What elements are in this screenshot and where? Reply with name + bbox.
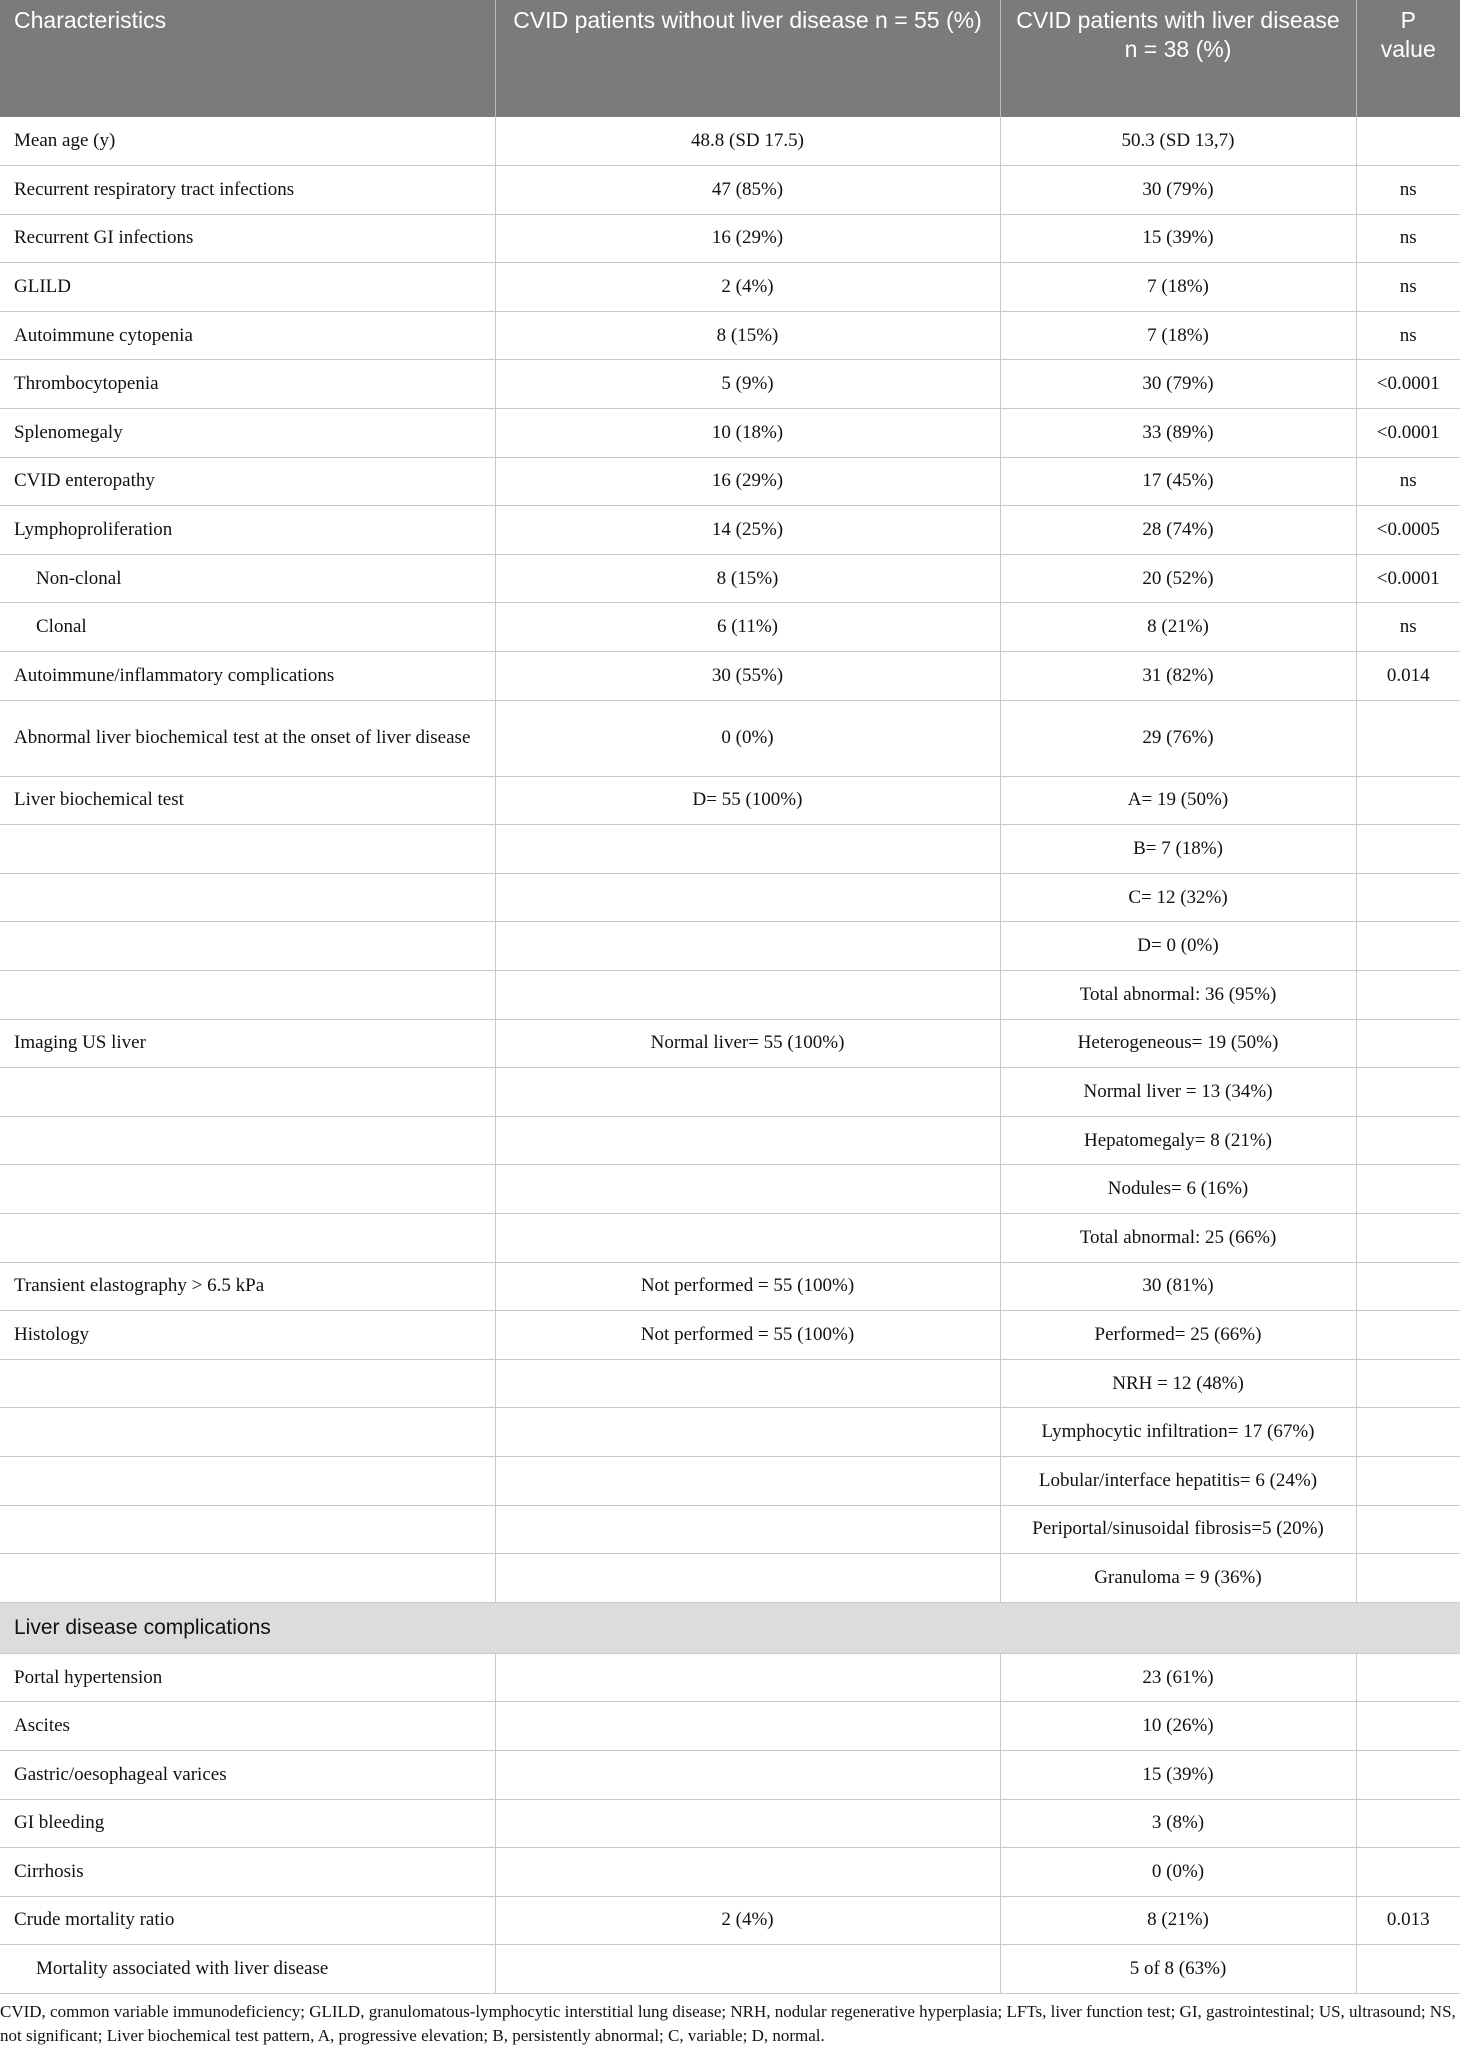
without-liver-disease-cell: 5 (9%) (495, 360, 1000, 409)
p-value-cell (1356, 1456, 1460, 1505)
table-row (0, 1068, 1460, 1117)
table-row (0, 1750, 1460, 1799)
characteristic-cell: Mortality associated with liver disease (0, 1945, 495, 1994)
table-row (0, 1702, 1460, 1751)
header-characteristics: Characteristics (0, 0, 495, 117)
without-liver-disease-cell (495, 971, 1000, 1020)
table-row (0, 1311, 1460, 1360)
characteristic-cell: Crude mortality ratio (0, 1896, 495, 1945)
characteristic-cell: Thrombocytopenia (0, 360, 495, 409)
without-liver-disease-cell (495, 1702, 1000, 1751)
with-liver-disease-cell: 17 (45%) (1000, 457, 1356, 506)
table-row (0, 506, 1460, 555)
table-row (0, 311, 1460, 360)
with-liver-disease-cell: Periportal/sinusoidal fibrosis=5 (20%) (1000, 1505, 1356, 1554)
without-liver-disease-cell (495, 1799, 1000, 1848)
p-value-cell (1356, 117, 1460, 166)
p-value-cell (1356, 873, 1460, 922)
without-liver-disease-cell: 16 (29%) (495, 214, 1000, 263)
without-liver-disease-cell: 0 (0%) (495, 700, 1000, 776)
table-row (0, 873, 1460, 922)
p-value-cell (1356, 1165, 1460, 1214)
characteristic-cell: Imaging US liver (0, 1019, 495, 1068)
without-liver-disease-cell: 47 (85%) (495, 166, 1000, 215)
characteristic-cell: Splenomegaly (0, 409, 495, 458)
characteristic-cell: Gastric/oesophageal varices (0, 1750, 495, 1799)
without-liver-disease-cell (495, 1213, 1000, 1262)
without-liver-disease-cell (495, 1165, 1000, 1214)
table-row (0, 1165, 1460, 1214)
header-without-liver-disease: CVID patients without liver disease n = 55 (%) (495, 0, 1000, 117)
table-row (0, 1505, 1460, 1554)
with-liver-disease-cell: 29 (76%) (1000, 700, 1356, 776)
table-row (0, 1359, 1460, 1408)
p-value-cell (1356, 1653, 1460, 1702)
with-liver-disease-cell: 33 (89%) (1000, 409, 1356, 458)
without-liver-disease-cell: 6 (11%) (495, 603, 1000, 652)
without-liver-disease-cell (495, 1359, 1000, 1408)
characteristic-cell (0, 1554, 495, 1603)
with-liver-disease-cell: 30 (81%) (1000, 1262, 1356, 1311)
characteristic-cell: Mean age (y) (0, 117, 495, 166)
without-liver-disease-cell (495, 1653, 1000, 1702)
without-liver-disease-cell: 8 (15%) (495, 311, 1000, 360)
p-value-cell: <0.0005 (1356, 506, 1460, 555)
p-value-cell (1356, 1945, 1460, 1994)
characteristic-cell: Recurrent respiratory tract infections (0, 166, 495, 215)
characteristic-cell (0, 1116, 495, 1165)
table-row (0, 652, 1460, 701)
characteristic-cell (0, 825, 495, 874)
table-row (0, 117, 1460, 166)
header-with-liver-disease-text: CVID patients with liver disease n = 38 (%) (1016, 7, 1340, 62)
characteristic-cell: Transient elastography > 6.5 kPa (0, 1262, 495, 1311)
with-liver-disease-cell: 7 (18%) (1000, 311, 1356, 360)
with-liver-disease-cell: A= 19 (50%) (1000, 776, 1356, 825)
table-header (0, 0, 1460, 117)
without-liver-disease-cell (495, 1848, 1000, 1897)
characteristic-cell: Lymphoproliferation (0, 506, 495, 555)
with-liver-disease-cell: Performed= 25 (66%) (1000, 1311, 1356, 1360)
p-value-cell (1356, 1116, 1460, 1165)
with-liver-disease-cell: Lymphocytic infiltration= 17 (67%) (1000, 1408, 1356, 1457)
characteristic-cell: Cirrhosis (0, 1848, 495, 1897)
without-liver-disease-cell (495, 1408, 1000, 1457)
with-liver-disease-cell: 3 (8%) (1000, 1799, 1356, 1848)
p-value-cell: 0.014 (1356, 652, 1460, 701)
p-value-cell: ns (1356, 603, 1460, 652)
table-row (0, 603, 1460, 652)
p-value-cell (1356, 922, 1460, 971)
p-value-cell (1356, 1262, 1460, 1311)
characteristic-cell (0, 1408, 495, 1457)
p-value-cell (1356, 1068, 1460, 1117)
table-row (0, 1653, 1460, 1702)
with-liver-disease-cell: C= 12 (32%) (1000, 873, 1356, 922)
header-row (0, 0, 1460, 117)
without-liver-disease-cell: Not performed = 55 (100%) (495, 1262, 1000, 1311)
table-row (0, 360, 1460, 409)
p-value-cell: 0.013 (1356, 1896, 1460, 1945)
without-liver-disease-cell (495, 1750, 1000, 1799)
table-body (0, 117, 1460, 1993)
characteristic-cell: Ascites (0, 1702, 495, 1751)
p-value-cell (1356, 1702, 1460, 1751)
table-row (0, 457, 1460, 506)
p-value-cell (1356, 1019, 1460, 1068)
p-value-cell (1356, 1750, 1460, 1799)
without-liver-disease-cell (495, 1116, 1000, 1165)
with-liver-disease-cell: 8 (21%) (1000, 603, 1356, 652)
table-row (0, 922, 1460, 971)
table-row (0, 1019, 1460, 1068)
table-row (0, 971, 1460, 1020)
without-liver-disease-cell (495, 1554, 1000, 1603)
with-liver-disease-cell: 31 (82%) (1000, 652, 1356, 701)
with-liver-disease-cell: Hepatomegaly= 8 (21%) (1000, 1116, 1356, 1165)
table-row (0, 1945, 1460, 1994)
table-row (0, 554, 1460, 603)
p-value-cell: <0.0001 (1356, 554, 1460, 603)
with-liver-disease-cell: Heterogeneous= 19 (50%) (1000, 1019, 1356, 1068)
p-value-cell: ns (1356, 457, 1460, 506)
characteristic-cell: Abnormal liver biochemical test at the onset of liver disease (0, 700, 495, 776)
characteristic-cell: CVID enteropathy (0, 457, 495, 506)
p-value-cell (1356, 1848, 1460, 1897)
with-liver-disease-cell: Granuloma = 9 (36%) (1000, 1554, 1356, 1603)
p-value-cell (1356, 825, 1460, 874)
with-liver-disease-cell: D= 0 (0%) (1000, 922, 1356, 971)
without-liver-disease-cell (495, 1945, 1000, 1994)
without-liver-disease-cell (495, 873, 1000, 922)
characteristic-cell (0, 1456, 495, 1505)
p-value-cell: ns (1356, 311, 1460, 360)
table-row (0, 1262, 1460, 1311)
characteristic-cell (0, 1505, 495, 1554)
table-footnote: CVID, common variable immunodeficiency; GLILD, granulomatous-lymphocytic interstitial lung disease; NRH, nodular regenerative hyperplasia; LFTs, liver function test; GI, gastrointestinal; US, ultrasound; NS, not significant; Liver biochemical test pattern, A, progressive elevation; B, persistently abnormal; C, variable; D, normal. (0, 2001, 1456, 2045)
table-row (0, 263, 1460, 312)
characteristic-cell (0, 1068, 495, 1117)
characteristic-cell (0, 1213, 495, 1262)
with-liver-disease-cell: 30 (79%) (1000, 166, 1356, 215)
with-liver-disease-cell: Total abnormal: 25 (66%) (1000, 1213, 1356, 1262)
without-liver-disease-cell: 14 (25%) (495, 506, 1000, 555)
with-liver-disease-cell: 15 (39%) (1000, 1750, 1356, 1799)
with-liver-disease-cell: Normal liver = 13 (34%) (1000, 1068, 1356, 1117)
table-row (0, 825, 1460, 874)
p-value-cell (1356, 1213, 1460, 1262)
characteristic-cell: GI bleeding (0, 1799, 495, 1848)
with-liver-disease-cell: Nodules= 6 (16%) (1000, 1165, 1356, 1214)
with-liver-disease-cell: Total abnormal: 36 (95%) (1000, 971, 1356, 1020)
with-liver-disease-cell: 8 (21%) (1000, 1896, 1356, 1945)
table-row (0, 1896, 1460, 1945)
table-row (0, 1116, 1460, 1165)
without-liver-disease-cell: 48.8 (SD 17.5) (495, 117, 1000, 166)
table-row (0, 1456, 1460, 1505)
without-liver-disease-cell: 2 (4%) (495, 1896, 1000, 1945)
characteristic-cell: Histology (0, 1311, 495, 1360)
characteristic-cell (0, 922, 495, 971)
p-value-cell (1356, 1505, 1460, 1554)
table-row (0, 776, 1460, 825)
with-liver-disease-cell: Lobular/interface hepatitis= 6 (24%) (1000, 1456, 1356, 1505)
p-value-cell (1356, 1408, 1460, 1457)
without-liver-disease-cell: D= 55 (100%) (495, 776, 1000, 825)
with-liver-disease-cell: 50.3 (SD 13,7) (1000, 117, 1356, 166)
p-value-cell (1356, 971, 1460, 1020)
with-liver-disease-cell: 7 (18%) (1000, 263, 1356, 312)
p-value-cell: <0.0001 (1356, 409, 1460, 458)
with-liver-disease-cell: B= 7 (18%) (1000, 825, 1356, 874)
without-liver-disease-cell: 2 (4%) (495, 263, 1000, 312)
table-row (0, 214, 1460, 263)
p-value-cell (1356, 700, 1460, 776)
p-value-cell: ns (1356, 263, 1460, 312)
characteristic-cell (0, 1165, 495, 1214)
without-liver-disease-cell: 30 (55%) (495, 652, 1000, 701)
with-liver-disease-cell: NRH = 12 (48%) (1000, 1359, 1356, 1408)
without-liver-disease-cell (495, 1068, 1000, 1117)
with-liver-disease-cell: 20 (52%) (1000, 554, 1356, 603)
without-liver-disease-cell (495, 825, 1000, 874)
without-liver-disease-cell: 16 (29%) (495, 457, 1000, 506)
table-row (0, 409, 1460, 458)
characteristic-cell: Autoimmune/inflammatory complications (0, 652, 495, 701)
without-liver-disease-cell (495, 1505, 1000, 1554)
characteristic-cell (0, 971, 495, 1020)
p-value-cell: <0.0001 (1356, 360, 1460, 409)
characteristic-cell: Recurrent GI infections (0, 214, 495, 263)
p-value-cell (1356, 776, 1460, 825)
p-value-cell (1356, 1799, 1460, 1848)
characteristic-cell: Non-clonal (0, 554, 495, 603)
header-with-liver-disease (1000, 0, 1356, 117)
without-liver-disease-cell: Normal liver= 55 (100%) (495, 1019, 1000, 1068)
p-value-cell: ns (1356, 214, 1460, 263)
section-title: Liver disease complications (0, 1602, 1460, 1653)
with-liver-disease-cell: 0 (0%) (1000, 1848, 1356, 1897)
without-liver-disease-cell (495, 1456, 1000, 1505)
without-liver-disease-cell (495, 922, 1000, 971)
p-value-cell (1356, 1359, 1460, 1408)
characteristic-cell: Autoimmune cytopenia (0, 311, 495, 360)
with-liver-disease-cell: 5 of 8 (63%) (1000, 1945, 1356, 1994)
with-liver-disease-cell: 10 (26%) (1000, 1702, 1356, 1751)
without-liver-disease-cell: 8 (15%) (495, 554, 1000, 603)
characteristic-cell: Clonal (0, 603, 495, 652)
p-value-cell (1356, 1311, 1460, 1360)
with-liver-disease-cell: 15 (39%) (1000, 214, 1356, 263)
table-row (0, 1213, 1460, 1262)
table-row (0, 1554, 1460, 1603)
characteristic-cell (0, 1359, 495, 1408)
table-row (0, 1848, 1460, 1897)
characteristic-cell (0, 873, 495, 922)
table-row (0, 1799, 1460, 1848)
section-row (0, 1602, 1460, 1653)
characteristic-cell: Portal hypertension (0, 1653, 495, 1702)
header-p-value: P value (1356, 0, 1460, 117)
p-value-cell: ns (1356, 166, 1460, 215)
without-liver-disease-cell: Not performed = 55 (100%) (495, 1311, 1000, 1360)
with-liver-disease-cell: 30 (79%) (1000, 360, 1356, 409)
with-liver-disease-cell: 23 (61%) (1000, 1653, 1356, 1702)
table-row (0, 166, 1460, 215)
characteristic-cell: GLILD (0, 263, 495, 312)
with-liver-disease-cell: 28 (74%) (1000, 506, 1356, 555)
table-row (0, 1408, 1460, 1457)
table-row (0, 700, 1460, 776)
without-liver-disease-cell: 10 (18%) (495, 409, 1000, 458)
characteristic-cell: Liver biochemical test (0, 776, 495, 825)
p-value-cell (1356, 1554, 1460, 1603)
